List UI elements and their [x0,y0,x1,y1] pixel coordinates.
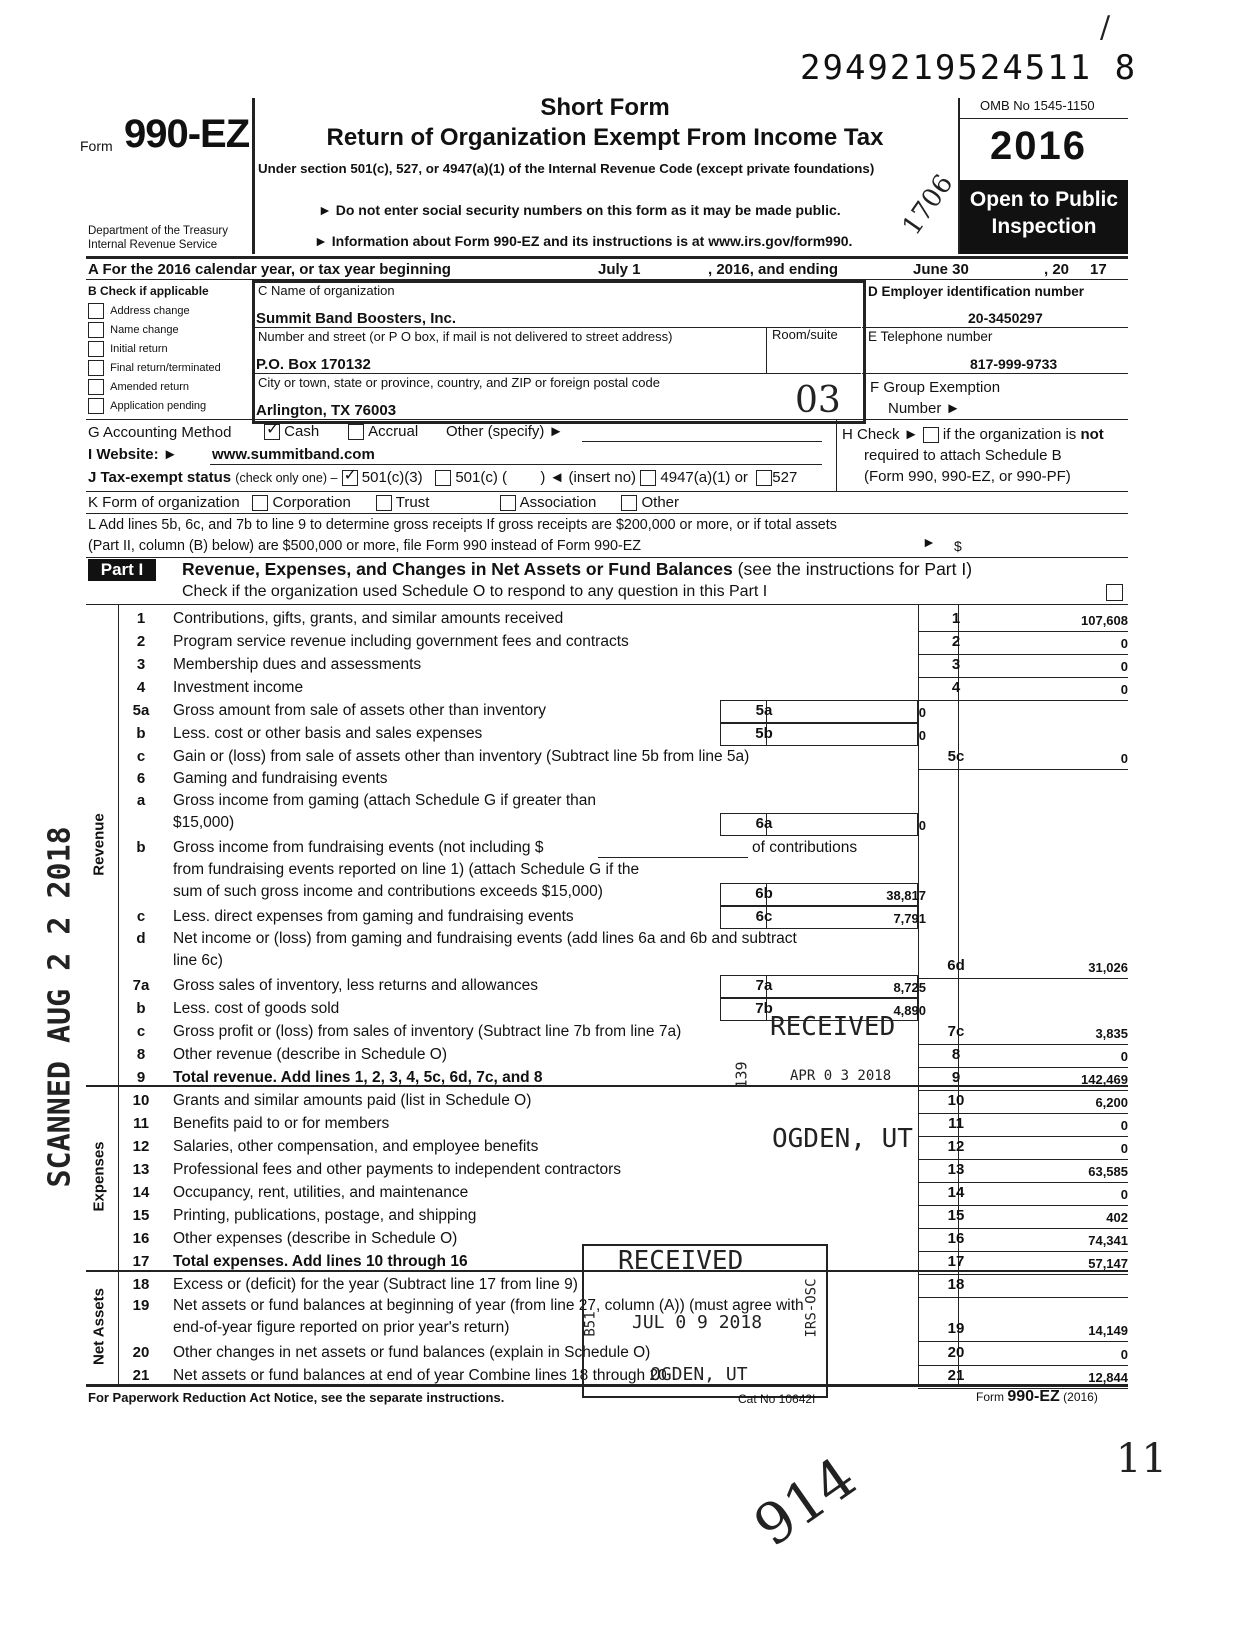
amount-rule [918,631,1128,632]
line-ref-label: 17 [947,1253,965,1270]
line-amount[interactable]: 0 [1120,636,1128,651]
line-a-mid: , 2016, and ending [708,261,839,278]
schedule-o-check-text: Check if the organization used Schedule O to respond to any question in this Part I [182,583,768,600]
footer-form-id: Form 990-EZ (2016) [976,1388,1098,1405]
line-k: K Form of organization Corporation Trust Association Other [88,494,679,511]
catalog-number: Cat No 10642I [738,1392,816,1406]
checkmark-icon: ✓ [343,467,357,485]
city-state-zip[interactable]: Arlington, TX 76003 [256,402,397,419]
line-number: b [136,839,146,856]
line-amount[interactable]: 0 [1120,1141,1128,1156]
revenue-side-label: Revenue [90,813,108,876]
line-amount[interactable]: 142,469 [1081,1072,1128,1087]
line-number: 10 [132,1092,150,1109]
line-number: 8 [136,1046,146,1063]
line-description: Benefits paid to or for members [173,1115,390,1132]
line-ref-label: 5c [947,748,965,765]
line-amount[interactable]: 0 [1120,659,1128,674]
website-rule [210,464,822,465]
net-assets-side-label: Net Assets [90,1288,108,1365]
handwritten-1706: 1706 [896,169,960,241]
amount-rule [918,1067,1128,1068]
line-number: 14 [132,1184,150,1201]
line-description: Gaming and fundraising events [173,770,388,787]
part-i-title: Revenue, Expenses, and Changes in Net Assets or Fund Balances (see the instructions for Part I) [182,559,973,579]
line-amount[interactable]: 14,149 [1088,1323,1128,1338]
received-stamp-2-place: OGDEN, UT [650,1364,748,1385]
status-4947-checkbox[interactable] [640,470,656,486]
line-amount[interactable]: 31,026 [1088,960,1128,975]
department-name: Department of the Treasury Internal Revenue Service [88,225,228,251]
handwritten-03: 03 [795,380,841,421]
line-ref-label: 13 [947,1161,965,1178]
line-description-cont: end-of-year figure reported on prior year's return) [173,1319,510,1336]
line-amount[interactable]: 0 [1120,1049,1128,1064]
room-suite-label: Room/suite [772,327,838,342]
block-b-title: B Check if applicable [88,284,209,298]
line-ref-label: 1 [951,610,961,627]
line-description: Less. cost or other basis and sales expenses [173,725,483,742]
ein-value[interactable]: 20-3450297 [968,310,1043,326]
city-label: City or town, state or province, country, and ZIP or foreign postal code [258,375,660,390]
cash-option[interactable]: ✓ Cash [266,421,320,440]
street-rule [255,373,861,374]
line-number: 9 [136,1069,146,1086]
checkmark-icon: ✓ [266,421,280,439]
line-amount[interactable]: 107,608 [1081,613,1128,628]
form-title: Return of Organization Exempt From Income Tax [326,124,884,151]
right-column-divider [836,419,837,491]
received-stamp-2: RECEIVED [618,1246,744,1276]
part-i-rule [86,604,1128,605]
received-stamp-1-date: APR 0 3 2018 [790,1068,892,1084]
line-ref-label: 8 [951,1046,961,1063]
line-description: Gross amount from sale of assets other than inventory [173,702,547,719]
line-ref-label: 9 [951,1069,961,1086]
mid-amount[interactable]: 0 [918,728,926,743]
line-amount[interactable]: 0 [1120,1187,1128,1202]
line-ref-label: 6d [947,957,965,974]
handwritten-slash: / [1100,10,1111,45]
line-ref-label: 19 [947,1320,965,1337]
trust-checkbox[interactable] [376,495,392,511]
received-stamp-1-place: OGDEN, UT [772,1124,913,1154]
line-amount[interactable]: 0 [1120,1347,1128,1362]
line-description: Total revenue. Add lines 1, 2, 3, 4, 5c, 6d, 7c, and 8 [173,1069,543,1086]
org-name-rule [255,327,861,328]
mid-ref-label: 7b [755,1000,773,1017]
telephone-rule [862,373,1128,374]
line-description-cont: sum of such gross income and contributions exceeds $15,000) [173,883,603,900]
schedule-b-checkbox[interactable] [923,427,939,443]
line-number: b [136,725,146,742]
line-ref-label: 14 [947,1184,965,1201]
line-description-cont: from fundraising events reported on line 1) (attach Schedule G if the [173,861,640,878]
mid-ref-label: 5a [755,702,773,719]
line-description: Net assets or fund balances at end of year Combine lines 18 through 20 [173,1367,667,1384]
line-number: c [136,1023,146,1040]
status-501c-checkbox[interactable] [435,470,451,486]
amount-rule [918,1274,1128,1275]
line-amount[interactable]: 0 [1120,751,1128,766]
handwritten-914: 914 [743,1445,868,1560]
mid-amount[interactable]: 7,791 [893,911,926,926]
line-description: Grants and similar amounts paid (list in Schedule O) [173,1092,532,1109]
line-description: Occupancy, rent, utilities, and maintenance [173,1184,469,1201]
form-number: 990-EZ [124,112,250,156]
line-description: Printing, publications, postage, and shipping [173,1207,477,1224]
line-ref-label: 3 [951,656,961,673]
line-number: 2 [136,633,146,650]
amount-rule [918,978,1128,979]
amount-rule [918,1205,1128,1206]
corporation-checkbox[interactable] [252,495,268,511]
amount-rule [918,1159,1128,1160]
room-divider [766,327,767,373]
line-description: Less. direct expenses from gaming and fundraising events [173,908,574,925]
other-method-field[interactable] [582,441,822,442]
block-bottom-rule [86,419,1128,420]
line-number: 20 [132,1344,150,1361]
line-number: 5a [132,702,150,719]
line-description: Total expenses. Add lines 10 through 16 [173,1253,468,1270]
line-ref-label: 7c [947,1023,965,1040]
schedule-o-checkbox[interactable] [1106,584,1123,602]
line-g: G Accounting Method [88,424,232,441]
amount-rule [918,769,1128,770]
applicable-checkbox-list [88,302,221,416]
status-527-checkbox[interactable] [756,470,772,486]
line-l-rule [86,557,1128,558]
line-description: Gross income from fundraising events (not including $ [173,839,544,856]
line-a-label: A For the 2016 calendar year, or tax year beginning [88,261,451,278]
telephone-label: E Telephone number [868,329,993,344]
line-l-dollar: $ [954,538,962,554]
line-number: 1 [136,610,146,627]
line-number: 7a [132,977,150,994]
mid-ref-label: 6c [755,908,773,925]
received-stamp-2-right: IRS-OSC [803,1278,820,1338]
website-value[interactable]: www.summitband.com [212,446,375,463]
line-description: Investment income [173,679,304,696]
line-ref-label: 18 [947,1276,965,1293]
line-description: Gain or (loss) from sale of assets other than inventory (Subtract line 5b from line 5a) [173,748,750,765]
mid-amount[interactable]: 4,890 [893,1003,926,1018]
short-form-title: Short Form [540,94,670,121]
mid-amount[interactable]: 0 [918,818,926,833]
other-org-checkbox[interactable] [621,495,637,511]
paperwork-notice: For Paperwork Reduction Act Notice, see the separate instructions. [88,1390,505,1405]
mid-ref-label: 6b [755,885,773,902]
line-ref-label: 20 [947,1344,965,1361]
handwritten-11: 11 [1116,1436,1167,1482]
line-description: Contributions, gifts, grants, and similar amounts received [173,610,564,627]
amount-rule [918,1228,1128,1229]
line-description: Net assets or fund balances at beginning of year (from line 27, column (A)) (must agree with [173,1297,804,1314]
line-description: Other revenue (describe in Schedule O) [173,1046,447,1063]
line-amount[interactable]: 3,835 [1095,1026,1128,1041]
line-description: Salaries, other compensation, and employee benefits [173,1138,539,1155]
line-number: 4 [136,679,146,696]
line-ref-label: 15 [947,1207,965,1224]
line-amount[interactable]: 0 [1120,682,1128,697]
line-number: 11 [133,1115,149,1132]
amount-rule [918,700,1128,701]
amount-rule [918,654,1128,655]
checkbox-application-pending[interactable]: Application pending [88,397,221,416]
form-label: Form [80,138,113,154]
line-number: 17 [132,1253,150,1270]
received-stamp-2-left: B51 [582,1311,599,1337]
mid-amount[interactable]: 8,725 [893,980,926,995]
line-number: a [136,792,146,809]
checkbox-name-change[interactable]: Name change [88,321,221,340]
line-description: Net income or (loss) from gaming and fundraising events (add lines 6a and 6b and subtract [173,930,797,947]
omb-number: OMB No 1545-1150 [980,98,1095,113]
amount-rule [918,1182,1128,1183]
line-number: 13 [132,1161,150,1178]
ein-rule [862,327,1128,328]
line-amount[interactable]: 57,147 [1088,1256,1128,1271]
ein-label: D Employer identification number [868,284,1085,299]
association-checkbox[interactable] [500,495,516,511]
received-stamp-2-date: JUL 0 9 2018 [632,1312,763,1333]
header-bottom-rule [86,256,1128,259]
line-description: Program service revenue including government fees and contracts [173,633,629,650]
mid-ref-label: 6a [755,815,773,832]
organization-name[interactable]: Summit Band Boosters, Inc. [256,310,457,327]
line-number: 21 [132,1367,150,1384]
line-number: c [136,908,146,925]
amount-rule [918,1090,1128,1091]
amount-rule [918,1044,1128,1045]
line-number: 3 [136,656,146,673]
line-amount[interactable]: 0 [1120,1118,1128,1133]
mid-ref-label: 5b [755,725,773,742]
line-j-rule [86,491,1128,492]
line-number: 12 [132,1138,150,1155]
line-amount[interactable]: 74,341 [1088,1233,1128,1248]
line-description-suffix: of contributions [752,839,858,856]
scanned-date-stamp: SCANNED AUG 2 2 2018 [42,826,78,1188]
line-description-cont: line 6c) [173,952,223,969]
amount-rule [918,1113,1128,1114]
open-to-public-badge: Open to Public Inspection [960,180,1128,254]
line-description: Other expenses (describe in Schedule O) [173,1230,458,1247]
tax-year-end-suffix: 17 [1090,261,1107,278]
line-ref-label: 16 [947,1230,965,1247]
line-a-year-prefix: , 20 [1044,261,1070,278]
checkbox-address-change[interactable]: Address change [88,302,221,321]
line-description: Other changes in net assets or fund balances (explain in Schedule O) [173,1344,651,1361]
line-amount[interactable]: 63,585 [1088,1164,1128,1179]
line-description: Membership dues and assessments [173,656,422,673]
amount-rule [918,1365,1128,1366]
line-l-arrow: ► [922,534,936,550]
line-l: L Add lines 5b, 6c, and 7b to line 9 to determine gross receipts If gross receipts are $200,000 or more, or if total assets (Part II, column (B) below) are $500,000 or more, file Form 990 instead of Form 990-EZ [88,517,837,554]
scan-control-number: 2949219524511 8 [800,48,1138,88]
line-number: 18 [132,1276,150,1293]
tax-year: 2016 [990,124,1087,168]
amount-rule [918,677,1128,678]
org-name-label: C Name of organization [258,283,395,298]
checkbox-amended-return[interactable]: Amended return [88,378,221,397]
line-amount[interactable]: 402 [1106,1210,1128,1225]
amount-rule [918,1251,1128,1252]
line-description: Gross income from gaming (attach Schedule G if greater than [173,792,597,809]
line-number: 16 [132,1230,150,1247]
group-exemption-label: F Group Exemption Number ► [870,379,1001,417]
line-ref-label: 11 [948,1115,964,1132]
line-ref-label: 4 [951,679,961,696]
line-description: Professional fees and other payments to independent contractors [173,1161,622,1178]
line-number: c [136,748,146,765]
line-number: d [136,930,146,947]
line-k-rule [86,513,1128,514]
status-501c3-checkbox[interactable] [342,467,358,486]
line-description: Gross sales of inventory, less returns and allowances [173,977,538,994]
line-number: 6 [136,770,146,787]
mid-amount[interactable]: 0 [918,705,926,720]
line-ref-label: 12 [947,1138,965,1155]
mid-amount[interactable]: 38,817 [886,888,926,903]
checkbox-final-return[interactable]: Final return/terminated [88,359,221,378]
street-label: Number and street (or P O box, if mail is not delivered to street address) [258,329,673,344]
line-ref-label: 21 [947,1367,965,1384]
checkbox-initial-return[interactable]: Initial return [88,340,221,359]
mid-ref-label: 7a [755,977,773,994]
received-stamp-1: RECEIVED [770,1012,896,1042]
telephone-value[interactable]: 817-999-9733 [970,356,1058,372]
line-amount[interactable]: 12,844 [1088,1370,1128,1385]
received-stamp-1-code: 139 [732,1061,751,1089]
accrual-option[interactable]: Accrual [348,423,418,440]
tax-year-begin: July 1 [598,261,641,278]
expenses-side-label: Expenses [90,1141,108,1212]
contribution-amount-field[interactable] [598,857,748,858]
line-number: b [136,1000,146,1017]
line-amount[interactable]: 6,200 [1095,1095,1128,1110]
line-ref-label: 2 [951,633,961,650]
info-notice: ► Information about Form 990-EZ and its instructions is at www.irs.gov/form990. [314,233,853,249]
line-description: Gross profit or (loss) from sales of inventory (Subtract line 7b from line 7a) [173,1023,682,1040]
line-number: 15 [132,1207,150,1224]
amount-rule [918,1136,1128,1137]
line-h: H Check ► if the organization is not required to attach Schedule B (Form 990, 990-EZ, or 990-PF) [842,426,1104,485]
line-description: Less. cost of goods sold [173,1000,340,1017]
tax-year-end: June 30 [913,261,969,278]
other-method-label: Other (specify) ► [446,423,564,440]
side-label-divider [118,604,119,1384]
line-description-cont: $15,000) [173,814,235,831]
part-i-tag: Part I [88,559,156,581]
line-description: Excess or (deficit) for the year (Subtract line 17 from line 9) [173,1276,578,1293]
line-ref-label: 10 [947,1092,965,1109]
street-address[interactable]: P.O. Box 170132 [256,356,371,373]
line-number: 19 [132,1297,150,1314]
line-j: J Tax-exempt status (check only one) – ✓ 501(c)(3) 501(c) ( ) ◄ (insert no) 4947(a)(1) or 527 [88,467,798,486]
ssn-notice: ► Do not enter social security numbers on this form as it may be made public. [318,202,841,218]
amount-rule [918,1341,1128,1342]
amount-rule [918,1297,1128,1298]
omb-divider [960,118,1128,119]
website-label: I Website: ► [88,446,178,463]
form-subtitle: Under section 501(c), 527, or 4947(a)(1) of the Internal Revenue Code (except private foundations) [258,161,875,176]
